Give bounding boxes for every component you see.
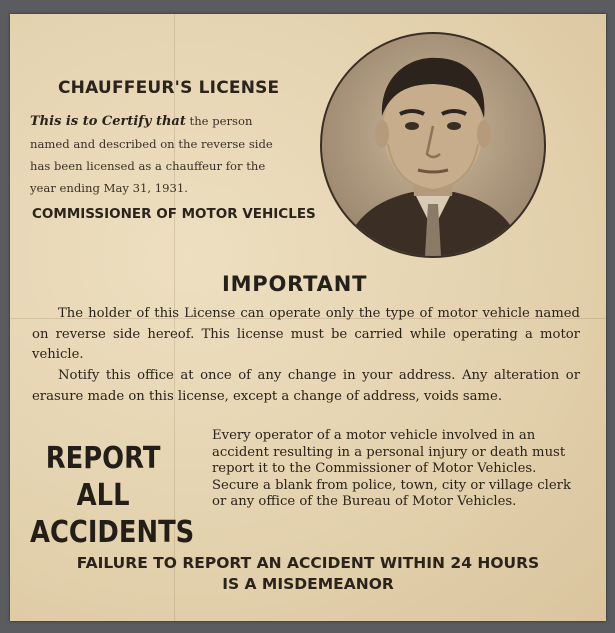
report-line-1: REPORT — [45, 441, 161, 476]
license-title: CHAUFFEUR'S LICENSE — [58, 78, 280, 98]
important-heading: IMPORTANT — [222, 272, 368, 296]
paragraph-2-text: Notify this office at once of any change in your address. Any alteration or erasure made on this license, except a change of address, voids same. — [32, 368, 580, 404]
commissioner-label: COMMISSIONER OF MOTOR VEHICLES — [32, 206, 316, 222]
report-line-2: ALL — [76, 478, 130, 513]
certify-text — [30, 110, 292, 199]
certify-lead: This is to Certify that — [30, 114, 186, 129]
failure-line-2: IS A MISDEMEANOR — [222, 575, 394, 593]
paragraph-1-text: The holder of this License can operate only the type of motor vehicle named on reverse side hereof. This license must be carried while operating a motor vehicle. — [32, 306, 580, 362]
failure-line-1: FAILURE TO REPORT AN ACCIDENT WITHIN 24 HOURS — [76, 554, 540, 572]
license-document — [10, 14, 606, 621]
certify-rest: the person named and described on the reverse side has been licensed as a chauffeur for the year ending May 31, 1931. — [30, 114, 273, 195]
misdemeanor-warning — [50, 553, 566, 595]
operator-instructions: Every operator of a motor vehicle involved in an accident resulting in a personal injury or death must report it to the Commissioner of Motor Vehicles. Secure a blank from police, town, city or village clerk or any office of the Bureau of Motor Vehicles. — [212, 428, 571, 510]
portrait-icon — [322, 34, 544, 256]
important-paragraph-2 — [32, 366, 580, 407]
portrait-photo — [320, 32, 546, 258]
report-line-3: ACCIDENTS — [30, 515, 195, 550]
report-all-accidents — [30, 440, 195, 551]
important-paragraph-1 — [32, 304, 580, 366]
